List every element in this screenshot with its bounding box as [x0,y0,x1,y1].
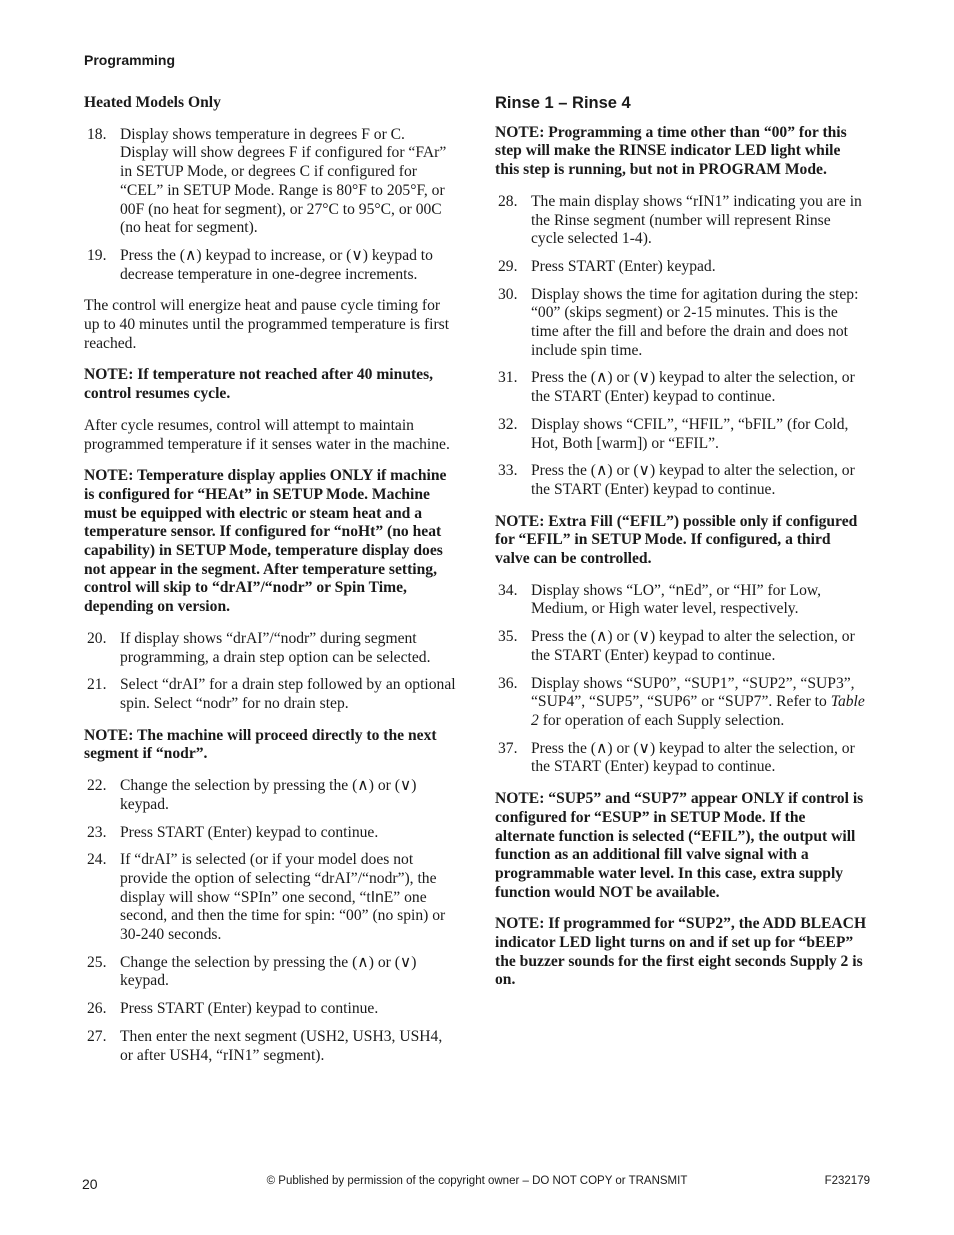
step-text: Display shows “CFIL”, “HFIL”, “bFIL” (for Cold, Hot, Both [warm]) or “EFIL”. [531,415,849,452]
step-number: 31. [498,369,518,387]
step-23 [84,824,456,843]
step-21 [84,676,456,713]
step-text: The main display shows “rIN1” indicating you are in the Rinse segment (number will represent Rinse cycle selected 1-4). [531,192,862,248]
step-number: 24. [87,851,107,869]
step-31 [495,369,867,406]
step-number: 23. [87,823,107,841]
step-29 [495,258,867,277]
page-number: 20 [82,1176,98,1192]
display-glyph-text: n [675,581,685,599]
step-number: 19. [87,246,107,264]
step-text: Display shows the time for agitation during the step: “00” (skips segment) or 2-15 minutes. This is the time after the fill and before the drain and does not include spin time. [531,285,859,359]
step-22 [84,777,456,814]
step-text-part: Ed”, or “HI” for Low, Medium, or High water level, respectively. [531,581,822,618]
step-text: Display shows temperature in degrees F or C. Display will show degrees F if configured for “FAr” in SETUP Mode, or degrees C if configured for “CEL” in SETUP Mode. Range is 80°F to 205°F, or 00F (no heat for segment), or 27°C to 95°C, or 00C (no heat for segment). [120,125,447,237]
step-33 [495,462,867,499]
step-30 [495,286,867,361]
step-number: 33. [498,462,518,480]
step-28 [495,193,867,249]
step-32 [495,416,867,453]
step-text: Press the (∧) or (∨) keypad to alter the selection, or the START (Enter) keypad to continue. [531,739,855,776]
sup2-note: NOTE: If programmed for “SUP2”, the ADD BLEACH indicator LED light turns on and if set up for “bEEP” the buzzer sounds for the first eight seconds Supply 2 is on. [495,915,867,989]
step-number: 20. [87,629,107,647]
step-number: 27. [87,1027,107,1045]
step-text: Press the (∧) or (∨) keypad to alter the selection, or the START (Enter) keypad to continue. [531,369,855,406]
step-text: Press the (∧) keypad to increase, or (∨) keypad to decrease temperature in one-degree increments. [120,246,433,283]
step-text: If display shows “drAI”/“nodr” during segment programming, a drain step option can be selected. [120,629,431,666]
heated-models-heading: Heated Models Only [84,94,221,111]
step-text [120,851,445,943]
step-text: Press START (Enter) keypad to continue. [120,1000,379,1018]
section-header: Programming [84,52,176,68]
step-34 [495,582,867,619]
step-26 [84,1000,456,1019]
step-number: 37. [498,739,518,757]
extra-fill-note: NOTE: Extra Fill (“EFIL”) possible only if configured for “EFIL” in SETUP Mode. If configured, a third valve can be controlled. [495,512,858,568]
copyright-notice: © Published by permission of the copyright owner – DO NOT COPY or TRANSMIT [266,1175,688,1187]
temperature-timeout-note: NOTE: If temperature not reached after 40 minutes, control resumes cycle. [84,366,434,403]
step-number: 18. [87,125,107,143]
step-text: Press the (∧) or (∨) keypad to alter the selection, or the START (Enter) keypad to continue. [531,628,855,664]
step-text-part: for operation of each Supply selection. [538,711,785,729]
step-text-part: If “drAI” is selected (or if your model does not provide the option of selecting “drAI”/“nodr”), the display will show “SPIn” one second, “t [120,851,437,906]
step-number: 29. [498,257,518,275]
table-reference: Table 2 [531,693,865,729]
step-number: 25. [87,953,107,971]
step-number: 26. [87,1000,107,1018]
step-number: 35. [498,628,518,646]
document-code: F232179 [824,1175,870,1187]
step-text: Change the selection by pressing the (∧) or (∨) keypad. [120,777,417,813]
step-number: 32. [498,415,518,433]
step-36 [495,675,867,731]
left-column [84,94,456,1074]
temperature-display-note: NOTE: Temperature display applies ONLY if machine is configured for “HEAt” in SETUP Mode. Machine must be equipped with electric or steam heat and a temperature sensor. If configured for “noHt” (no heat capability) in SETUP Mode, temperature display does not appear in the segment. After temperature setting, control will skip to “drAI”/“nodr” or Spin Time, depending on version. [84,467,447,616]
step-text: Then enter the next segment (USH2, USH3, USH4, or after USH4, “rIN1” segment). [120,1027,443,1064]
step-37 [495,740,867,777]
right-column [495,94,867,1003]
step-27 [84,1028,456,1065]
step-text: Press START (Enter) keypad. [531,257,716,275]
step-text: Select “drAI” for a drain step followed by an optional spin. Select “nodr” for no drain step. [120,676,456,712]
step-25 [84,954,456,991]
esup-note: NOTE: “SUP5” and “SUP7” appear ONLY if control is configured for “ESUP” in SETUP Mode. If the alternate function is selected (“EFIL”), the output will function as an additional fill valve signal with a programmable water level. In this case, extra supply function would NOT be available. [495,790,864,901]
step-text: Press the (∧) or (∨) keypad to alter the selection, or the START (Enter) keypad to continue. [531,462,855,498]
step-text-part: Display shows “LO”, “ [531,581,676,599]
step-number: 21. [87,676,107,694]
step-text: Change the selection by pressing the (∧) or (∨) keypad. [120,953,417,990]
step-number: 30. [498,285,518,303]
step-text-part: Display shows “SUP0”, “SUP1”, “SUP2”, “SUP3”, “SUP4”, “SUP5”, “SUP6” or “SUP7”. Refer to [531,674,855,711]
step-number: 36. [498,674,518,692]
step-number: 22. [87,777,107,795]
display-glyph-text: In [370,888,384,906]
rinse-heading: Rinse 1 – Rinse 4 [495,94,631,112]
step-number: 28. [498,192,518,210]
step-20 [84,630,456,667]
step-24 [84,851,456,945]
step-text [531,582,821,618]
rinse-led-note: NOTE: Programming a time other than “00” for this step will make the RINSE indicator LED light while this step is running, but not in PROGRAM Mode. [495,123,847,179]
step-18 [84,126,456,238]
cycle-resume-paragraph: After cycle resumes, control will attempt to maintain programmed temperature if it senses water in the machine. [84,416,450,453]
step-number: 34. [498,581,518,599]
step-19 [84,247,456,284]
step-text [531,675,865,729]
step-text: Press START (Enter) keypad to continue. [120,823,379,841]
nodr-note: NOTE: The machine will proceed directly to the next segment if “nodr”. [84,726,437,763]
step-35 [495,628,867,665]
heat-timing-paragraph: The control will energize heat and pause cycle timing for up to 40 minutes until the programmed temperature is first reached. [84,297,450,352]
step-text-part: E” one second, and then the time for spin: “00” (no spin) or 30-240 seconds. [120,888,446,944]
